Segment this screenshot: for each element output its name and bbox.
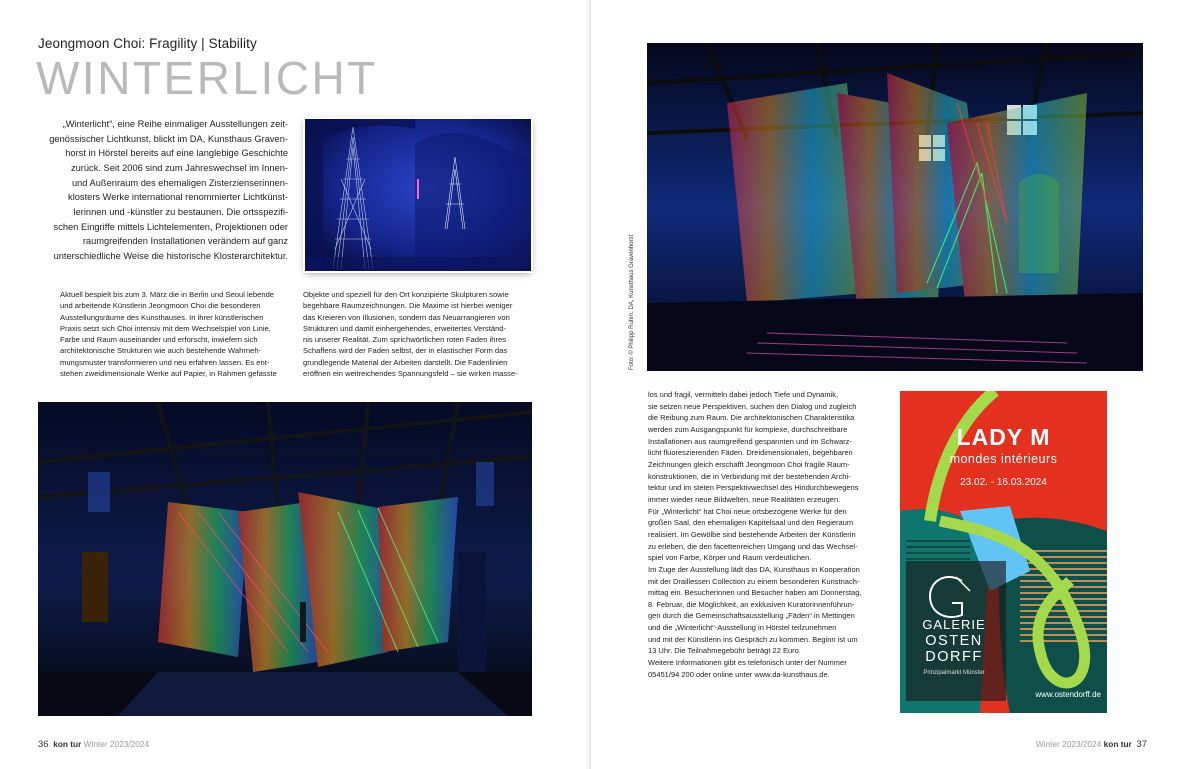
body-line: Schaffens wird der Faden selbst, der in elastischer Form das <box>303 346 508 356</box>
ad-exhibition-dates: 23.02. - 16.03.2024 <box>960 477 1047 488</box>
lead-line: genössischer Lichtkunst, blickt im DA, Kunsthaus Graven- <box>49 133 288 144</box>
body-line: Farbe und Raum auseinander und erforscht, inwiefern sich <box>60 335 258 345</box>
body-line: licht fluoreszierenden Fäden. Dreidimensionalen, begehbaren <box>648 448 853 458</box>
article-title: WINTERLICHT <box>36 52 378 104</box>
lead-line: schen Eingriffe mittels Lichtelementen, Projektionen oder <box>53 221 288 232</box>
issue-label: Winter 2023/2024 <box>1035 739 1102 749</box>
ad-gallery-address: Prinzipalmarkt Münster <box>923 670 985 676</box>
body-line: grundlegende Material der Arbeiten darstellt. Die Fadenlinien <box>303 357 508 367</box>
body-line: 8. Februar, die Möglichkeit, an exklusiven Kuratorinnenführun- <box>648 599 855 609</box>
lead-line: raumgreifenden Installationen verändern auf ganz <box>82 236 288 247</box>
folio-right <box>1036 739 1147 750</box>
body-line: mittag ein. Besucherinnen und Besucher haben am Donnerstag, <box>648 588 862 598</box>
body-line: los und fragil, vermitteln dabei jedoch Tiefe und Dynamik, <box>648 390 839 399</box>
body-line: gen durch die Gemeinschaftsausstellung „Fäden“ in Mettingen <box>648 611 855 621</box>
body-line: 05451/94 200 oder online unter www.da-kunsthaus.de. <box>648 669 830 679</box>
lead-line: „Winterlicht“, eine Reihe einmaliger Ausstellungen zeit- <box>62 119 288 129</box>
body-column-2 <box>303 289 531 379</box>
ad-exhibition-subtitle: mondes intérieurs <box>949 452 1058 466</box>
body-line: architektonische Strukturen wie auch bestehende Wahrneh- <box>60 346 262 356</box>
body-line: realisiert. Im Gewölbe sind bestehende Arbeiten der Künstlerin <box>648 529 856 539</box>
body-line: Für „Winterlicht“ hat Choi neue ortsbezogene Werke für den <box>648 506 847 516</box>
lead-line: lerinnen und -künstler zu bestaunen. Die ortsspezifi- <box>73 206 288 217</box>
folio-left <box>38 739 149 750</box>
magazine-name: kon tur <box>1103 739 1132 749</box>
body-line: Objekte und speziell für den Ort konzipierte Skulpturen sowie <box>303 290 509 299</box>
gallery-advertisement <box>900 391 1107 713</box>
body-line: das Kreieren von Illusionen, sondern das Neuarrangieren von <box>303 312 510 322</box>
vault-photo-illustration <box>305 119 531 271</box>
body-line: Aktuell bespielt bis zum 3. März die in Berlin und Seoul lebende <box>60 290 275 299</box>
body-line: Installationen aus raumgreifend gespannten und im Schwarz- <box>648 436 852 446</box>
lead-line: klosters Werke international renommierter Lichtkünst- <box>68 192 288 203</box>
body-line: nis unserer Realität. Zum sprichwörtlichen roten Faden ihres <box>303 335 507 345</box>
lead-line: und Außenraum des ehemaligen Zisterzienserinnen- <box>71 177 288 188</box>
body-line: Im Zuge der Ausstellung lädt das DA, Kunsthaus in Kooperation <box>648 564 860 574</box>
body-line: mungsmuster transformieren und neu erfahren lassen. Es ent- <box>60 357 270 367</box>
magazine-name: kon tur <box>53 739 82 749</box>
body-line: die Reibung zum Raum. Die architektonischen Charakteristika <box>648 413 855 423</box>
installation-photo-saal <box>647 43 1143 371</box>
body-column-3 <box>648 389 881 680</box>
body-line: zu erleben, die den facettenreichen Umgang und das Wechsel- <box>648 541 858 551</box>
body-column-1 <box>60 289 292 379</box>
body-line: konstruktionen, die in Verbindung mit der bestehenden Archi- <box>648 471 851 481</box>
body-line: 13 Uhr. Die Teilnahmegebühr beträgt 22 Euro. <box>648 646 801 656</box>
lead-line: unterschiedliche Weise die historische Klosterarchitektur. <box>53 250 288 261</box>
installation-photo-vault <box>305 119 531 271</box>
body-line: Weitere Informationen gibt es telefonisch unter der Nummer <box>648 658 847 668</box>
ad-website[interactable]: www.ostendorff.de <box>1035 690 1101 699</box>
body-line: werden zum Ausgangspunkt für komplexe, durchschreitbare <box>648 424 848 434</box>
body-line: immer wieder neue Bildwelten, neue Realitäten erzeugen. <box>648 494 841 504</box>
article-kicker: Jeongmoon Choi: Fragility | Stability <box>38 36 257 51</box>
body-line: begehbare Raumzeichnungen. Die Maxime ist hierbei weniger <box>303 301 513 311</box>
body-line: sie setzen neue Perspektiven, suchen den Dialog und zugleich <box>648 401 857 411</box>
installation-photo-hall <box>38 402 532 716</box>
lead-paragraph <box>36 117 288 264</box>
body-line: Ausstellungsräume des Kunsthauses. In ihrer künstlerischen <box>60 312 264 322</box>
body-line: Zeichnungen gleich erschafft Jeongmoon Choi fragile Raum- <box>648 459 850 469</box>
body-line: mit der Draillessen Collection zu einem besonderen Kunstnach- <box>648 576 860 586</box>
ad-gallery-name-2: OSTEN <box>925 633 983 649</box>
body-line: und mit der Künstlerin ins Gespräch zu kommen. Beginn ist um <box>648 634 858 644</box>
photo-credit: Foto: © Philipp Ruhm, DA, Kunsthaus Gravenhorst <box>629 234 635 370</box>
body-line: stehen zweidimensionale Werke auf Papier, in Rahmen gefasste <box>60 369 277 379</box>
body-line: Strukturen und damit einhergehendes, erweitertes Verständ- <box>303 323 507 333</box>
lead-line: horst in Hörstel bereits auf eine langlebige Geschichte <box>65 148 288 159</box>
ad-gallery-name-3: DORFF <box>925 649 983 665</box>
body-line: spiel von Farbe, Körper und Raum verdeutlichen. <box>648 553 812 563</box>
page-number: 37 <box>1136 739 1147 750</box>
right-page <box>591 0 1181 769</box>
body-line: und die „Winterlicht“-Ausstellung in Hörstel teilzunehmen <box>648 623 837 633</box>
body-line: eröffnen ein weitreichendes Spannungsfeld – sie wirken masse- <box>303 369 518 379</box>
lead-line: zurück. Seit 2006 sind zum Jahreswechsel im Innen- <box>70 162 288 173</box>
ad-exhibition-title: LADY M <box>956 424 1051 450</box>
ad-gallery-name-1: GALERIE <box>922 617 986 632</box>
hall-photo-illustration <box>38 402 532 716</box>
left-page <box>0 0 590 769</box>
saal-photo-illustration <box>647 43 1143 371</box>
issue-label: Winter 2023/2024 <box>83 739 150 749</box>
body-line: und arbeitende Künstlerin Jeongmoon Choi die besonderen <box>60 301 261 311</box>
body-line: Praxis setzt sich Choi intensiv mit dem Wechselspiel von Linie, <box>60 323 271 333</box>
page-number: 36 <box>38 739 49 750</box>
body-line: tektur und im steten Perspektivwechsel des Hindurchbewegens <box>648 483 859 493</box>
body-line: großen Saal, den ehemaligen Kapitelsaal und den Regieraum <box>648 518 854 528</box>
